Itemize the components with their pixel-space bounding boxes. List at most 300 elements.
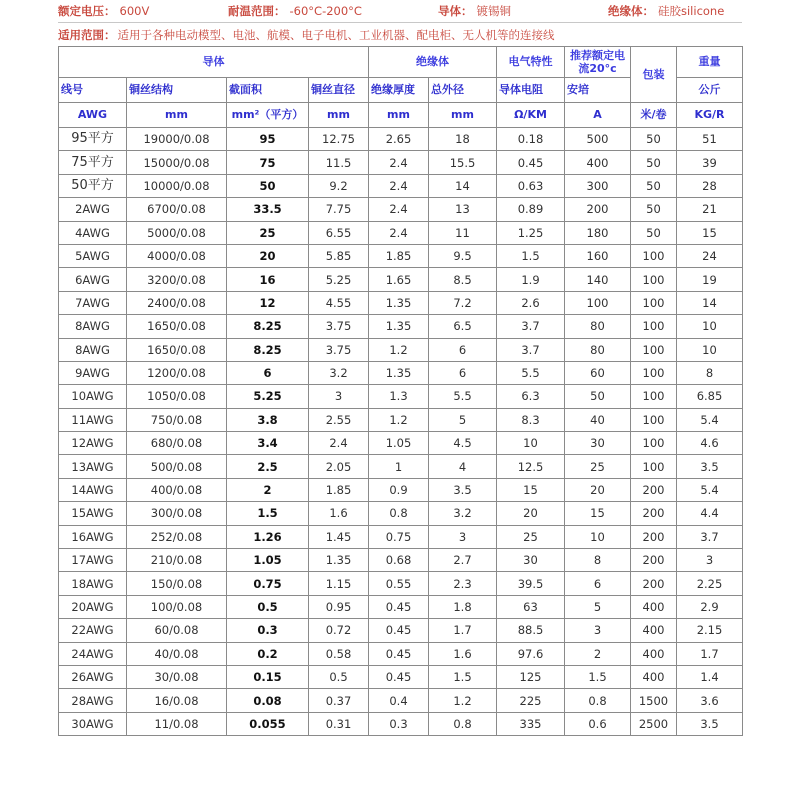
- cell-cross-section: 0.2: [227, 642, 309, 665]
- cell-strand-structure: 19000/0.08: [127, 128, 227, 151]
- cell-gauge: 50平方: [59, 174, 127, 197]
- cell-resistance: 125: [497, 665, 565, 688]
- cell-packing: 200: [631, 525, 677, 548]
- cell-ampere: 160: [565, 244, 631, 267]
- cell-outer-diameter: 4.5: [429, 432, 497, 455]
- cell-gauge: 8AWG: [59, 315, 127, 338]
- wire-spec-table: [58, 46, 743, 736]
- cell-ampere: 40: [565, 408, 631, 431]
- cell-packing: 2500: [631, 712, 677, 735]
- application-scope: [58, 22, 742, 47]
- current-group-header: 推荐额定电流20°c: [565, 47, 631, 78]
- cell-gauge: 5AWG: [59, 244, 127, 267]
- cell-weight: 10: [677, 338, 743, 361]
- cell-gauge: 14AWG: [59, 478, 127, 501]
- table-row: [59, 221, 743, 244]
- col-ampere: 安培: [565, 78, 631, 103]
- cell-ampere: 5: [565, 595, 631, 618]
- cell-cross-section: 1.05: [227, 549, 309, 572]
- cell-resistance: 3.7: [497, 338, 565, 361]
- cell-outer-diameter: 14: [429, 174, 497, 197]
- table-row: [59, 712, 743, 735]
- table-row: [59, 151, 743, 174]
- table-row: [59, 432, 743, 455]
- cell-packing: 100: [631, 432, 677, 455]
- unit-weight: KG/R: [677, 103, 743, 128]
- cell-insulation-thickness: 0.4: [369, 689, 429, 712]
- col-gauge: 线号: [59, 78, 127, 103]
- cell-weight: 2.25: [677, 572, 743, 595]
- cell-gauge: 13AWG: [59, 455, 127, 478]
- cell-packing: 1500: [631, 689, 677, 712]
- cell-strand-diameter: 3.2: [309, 361, 369, 384]
- table-row: [59, 291, 743, 314]
- temperature-range-label: 耐温范围：: [228, 4, 286, 18]
- cell-weight: 1.7: [677, 642, 743, 665]
- cell-weight: 3: [677, 549, 743, 572]
- cell-packing: 100: [631, 291, 677, 314]
- cell-cross-section: 1.26: [227, 525, 309, 548]
- cell-weight: 21: [677, 198, 743, 221]
- cell-cross-section: 95: [227, 128, 309, 151]
- table-row: [59, 525, 743, 548]
- cell-strand-diameter: 0.5: [309, 665, 369, 688]
- cell-weight: 6.85: [677, 385, 743, 408]
- cell-packing: 50: [631, 151, 677, 174]
- cell-cross-section: 5.25: [227, 385, 309, 408]
- cell-cross-section: 8.25: [227, 338, 309, 361]
- cell-ampere: 80: [565, 315, 631, 338]
- cell-cross-section: 0.15: [227, 665, 309, 688]
- cell-ampere: 200: [565, 198, 631, 221]
- table-row: [59, 665, 743, 688]
- cell-ampere: 10: [565, 525, 631, 548]
- cell-resistance: 63: [497, 595, 565, 618]
- cell-strand-structure: 150/0.08: [127, 572, 227, 595]
- cell-gauge: 15AWG: [59, 502, 127, 525]
- cell-resistance: 1.9: [497, 268, 565, 291]
- cell-cross-section: 75: [227, 151, 309, 174]
- cell-strand-diameter: 1.85: [309, 478, 369, 501]
- cell-insulation-thickness: 0.75: [369, 525, 429, 548]
- cell-insulation-thickness: 0.45: [369, 619, 429, 642]
- cell-insulation-thickness: 0.9: [369, 478, 429, 501]
- cell-strand-diameter: 2.05: [309, 455, 369, 478]
- cell-gauge: 18AWG: [59, 572, 127, 595]
- cell-ampere: 3: [565, 619, 631, 642]
- col-strand-structure: 铜丝结构: [127, 78, 227, 103]
- cell-resistance: 12.5: [497, 455, 565, 478]
- unit-ampere: A: [565, 103, 631, 128]
- cell-resistance: 88.5: [497, 619, 565, 642]
- col-outer-diameter: 总外径: [429, 78, 497, 103]
- cell-outer-diameter: 7.2: [429, 291, 497, 314]
- cell-strand-diameter: 4.55: [309, 291, 369, 314]
- rated-voltage: [58, 3, 228, 19]
- cell-packing: 400: [631, 642, 677, 665]
- insulator-material: [608, 3, 724, 19]
- cell-cross-section: 16: [227, 268, 309, 291]
- cell-gauge: 75平方: [59, 151, 127, 174]
- cell-ampere: 60: [565, 361, 631, 384]
- cell-cross-section: 1.5: [227, 502, 309, 525]
- cell-ampere: 180: [565, 221, 631, 244]
- cell-weight: 3.5: [677, 712, 743, 735]
- cell-resistance: 10: [497, 432, 565, 455]
- cell-strand-diameter: 3.75: [309, 315, 369, 338]
- spec-header-line: [58, 0, 742, 22]
- cell-resistance: 25: [497, 525, 565, 548]
- unit-insulation-thickness: mm: [369, 103, 429, 128]
- cell-gauge: 24AWG: [59, 642, 127, 665]
- cell-packing: 50: [631, 198, 677, 221]
- cell-insulation-thickness: 1.3: [369, 385, 429, 408]
- conductor-material: [438, 3, 608, 19]
- table-row: [59, 385, 743, 408]
- cell-cross-section: 0.75: [227, 572, 309, 595]
- cell-insulation-thickness: 0.8: [369, 502, 429, 525]
- cell-cross-section: 8.25: [227, 315, 309, 338]
- cell-ampere: 500: [565, 128, 631, 151]
- cell-strand-structure: 2400/0.08: [127, 291, 227, 314]
- insulation-group-header: 绝缘体: [369, 47, 497, 78]
- col-insulation-thickness: 绝缘厚度: [369, 78, 429, 103]
- cell-insulation-thickness: 1.35: [369, 361, 429, 384]
- cell-strand-structure: 100/0.08: [127, 595, 227, 618]
- cell-insulation-thickness: 0.3: [369, 712, 429, 735]
- cell-outer-diameter: 0.8: [429, 712, 497, 735]
- cell-strand-diameter: 1.6: [309, 502, 369, 525]
- cell-strand-structure: 400/0.08: [127, 478, 227, 501]
- cell-packing: 200: [631, 572, 677, 595]
- table-row: [59, 689, 743, 712]
- table-row: [59, 549, 743, 572]
- cell-outer-diameter: 2.3: [429, 572, 497, 595]
- cell-strand-diameter: 9.2: [309, 174, 369, 197]
- cell-weight: 3.6: [677, 689, 743, 712]
- cell-weight: 24: [677, 244, 743, 267]
- cell-strand-diameter: 0.58: [309, 642, 369, 665]
- table-row: [59, 315, 743, 338]
- cell-weight: 39: [677, 151, 743, 174]
- table-row: [59, 572, 743, 595]
- cell-insulation-thickness: 1.35: [369, 315, 429, 338]
- unit-resistance: Ω/KM: [497, 103, 565, 128]
- cell-strand-structure: 6700/0.08: [127, 198, 227, 221]
- scope-text: 适用于各种电动模型、电池、航模、电子电机、工业机器、配电柜、无人机等的连接线: [117, 28, 555, 42]
- cell-weight: 3.5: [677, 455, 743, 478]
- cell-resistance: 2.6: [497, 291, 565, 314]
- cell-outer-diameter: 11: [429, 221, 497, 244]
- cell-outer-diameter: 1.7: [429, 619, 497, 642]
- cell-ampere: 140: [565, 268, 631, 291]
- cell-cross-section: 2.5: [227, 455, 309, 478]
- cell-strand-diameter: 2.4: [309, 432, 369, 455]
- cell-outer-diameter: 3.5: [429, 478, 497, 501]
- cell-strand-diameter: 6.55: [309, 221, 369, 244]
- insulator-value: 硅胶silicone: [658, 4, 725, 18]
- cell-gauge: 8AWG: [59, 338, 127, 361]
- cell-packing: 50: [631, 128, 677, 151]
- cell-insulation-thickness: 1.35: [369, 291, 429, 314]
- cell-weight: 19: [677, 268, 743, 291]
- cell-resistance: 225: [497, 689, 565, 712]
- cell-outer-diameter: 18: [429, 128, 497, 151]
- cell-strand-structure: 4000/0.08: [127, 244, 227, 267]
- cell-ampere: 100: [565, 291, 631, 314]
- cell-weight: 14: [677, 291, 743, 314]
- cell-cross-section: 0.3: [227, 619, 309, 642]
- cell-strand-structure: 1650/0.08: [127, 315, 227, 338]
- cell-weight: 28: [677, 174, 743, 197]
- cell-ampere: 400: [565, 151, 631, 174]
- cell-outer-diameter: 1.2: [429, 689, 497, 712]
- cell-gauge: 10AWG: [59, 385, 127, 408]
- cell-resistance: 0.63: [497, 174, 565, 197]
- table-row: [59, 478, 743, 501]
- cell-insulation-thickness: 0.45: [369, 595, 429, 618]
- cell-gauge: 28AWG: [59, 689, 127, 712]
- cell-weight: 4.4: [677, 502, 743, 525]
- cell-strand-structure: 30/0.08: [127, 665, 227, 688]
- col-resistance: 导体电阻: [497, 78, 565, 103]
- unit-strand-diameter: mm: [309, 103, 369, 128]
- cell-ampere: 80: [565, 338, 631, 361]
- table-row: [59, 408, 743, 431]
- cell-packing: 100: [631, 315, 677, 338]
- temperature-range-value: -60°C-200°C: [289, 4, 362, 18]
- col-strand-diameter: 铜丝直径: [309, 78, 369, 103]
- cell-insulation-thickness: 1.2: [369, 408, 429, 431]
- insulator-label: 绝缘体：: [608, 4, 654, 18]
- cell-packing: 100: [631, 338, 677, 361]
- cell-resistance: 0.89: [497, 198, 565, 221]
- cell-strand-structure: 680/0.08: [127, 432, 227, 455]
- cell-strand-structure: 60/0.08: [127, 619, 227, 642]
- scope-label: 适用范围：: [58, 28, 116, 42]
- cell-insulation-thickness: 2.4: [369, 151, 429, 174]
- cell-gauge: 26AWG: [59, 665, 127, 688]
- col-cross-section: 截面积: [227, 78, 309, 103]
- cell-ampere: 1.5: [565, 665, 631, 688]
- cell-ampere: 8: [565, 549, 631, 572]
- cell-strand-structure: 10000/0.08: [127, 174, 227, 197]
- cell-packing: 400: [631, 595, 677, 618]
- electrical-group-header: 电气特性: [497, 47, 565, 78]
- temperature-range: [228, 3, 438, 19]
- cell-cross-section: 25: [227, 221, 309, 244]
- weight-group-header: 重量: [677, 47, 743, 78]
- rated-voltage-label: 额定电压：: [58, 4, 116, 18]
- cell-resistance: 6.3: [497, 385, 565, 408]
- cell-insulation-thickness: 2.4: [369, 198, 429, 221]
- cell-gauge: 22AWG: [59, 619, 127, 642]
- cell-resistance: 8.3: [497, 408, 565, 431]
- cell-cross-section: 6: [227, 361, 309, 384]
- cell-weight: 4.6: [677, 432, 743, 455]
- cell-strand-structure: 210/0.08: [127, 549, 227, 572]
- cell-strand-structure: 500/0.08: [127, 455, 227, 478]
- cell-outer-diameter: 3.2: [429, 502, 497, 525]
- cell-strand-structure: 5000/0.08: [127, 221, 227, 244]
- cell-cross-section: 0.055: [227, 712, 309, 735]
- cell-strand-structure: 750/0.08: [127, 408, 227, 431]
- cell-cross-section: 20: [227, 244, 309, 267]
- cell-strand-structure: 40/0.08: [127, 642, 227, 665]
- cell-insulation-thickness: 0.68: [369, 549, 429, 572]
- cell-strand-diameter: 7.75: [309, 198, 369, 221]
- unit-strand-structure: mm: [127, 103, 227, 128]
- cell-insulation-thickness: 1.2: [369, 338, 429, 361]
- cell-strand-diameter: 0.31: [309, 712, 369, 735]
- cell-cross-section: 50: [227, 174, 309, 197]
- cell-strand-structure: 11/0.08: [127, 712, 227, 735]
- table-body: [59, 128, 743, 736]
- cell-strand-diameter: 2.55: [309, 408, 369, 431]
- cell-insulation-thickness: 2.4: [369, 221, 429, 244]
- cell-cross-section: 0.08: [227, 689, 309, 712]
- cell-gauge: 12AWG: [59, 432, 127, 455]
- col-weight: 公斤: [677, 78, 743, 103]
- cell-outer-diameter: 4: [429, 455, 497, 478]
- cell-resistance: 30: [497, 549, 565, 572]
- table-row: [59, 455, 743, 478]
- cell-gauge: 30AWG: [59, 712, 127, 735]
- cell-packing: 100: [631, 385, 677, 408]
- cell-packing: 50: [631, 174, 677, 197]
- cell-insulation-thickness: 1: [369, 455, 429, 478]
- cell-weight: 2.15: [677, 619, 743, 642]
- table-row: [59, 361, 743, 384]
- cell-resistance: 0.18: [497, 128, 565, 151]
- cell-gauge: 16AWG: [59, 525, 127, 548]
- rated-voltage-value: 600V: [119, 4, 150, 18]
- cell-packing: 400: [631, 665, 677, 688]
- cell-strand-diameter: 1.15: [309, 572, 369, 595]
- cell-cross-section: 33.5: [227, 198, 309, 221]
- table-row: [59, 338, 743, 361]
- cell-weight: 5.4: [677, 408, 743, 431]
- cell-weight: 3.7: [677, 525, 743, 548]
- cell-strand-diameter: 1.45: [309, 525, 369, 548]
- cell-outer-diameter: 5: [429, 408, 497, 431]
- table-row: [59, 174, 743, 197]
- cell-weight: 10: [677, 315, 743, 338]
- cell-strand-diameter: 3.75: [309, 338, 369, 361]
- cell-strand-diameter: 3: [309, 385, 369, 408]
- cell-gauge: 17AWG: [59, 549, 127, 572]
- cell-ampere: 30: [565, 432, 631, 455]
- cell-weight: 5.4: [677, 478, 743, 501]
- cell-outer-diameter: 1.6: [429, 642, 497, 665]
- cell-insulation-thickness: 0.45: [369, 642, 429, 665]
- cell-strand-diameter: 5.25: [309, 268, 369, 291]
- cell-outer-diameter: 13: [429, 198, 497, 221]
- cell-strand-diameter: 11.5: [309, 151, 369, 174]
- cell-outer-diameter: 1.5: [429, 665, 497, 688]
- cell-strand-diameter: 0.72: [309, 619, 369, 642]
- cell-outer-diameter: 6.5: [429, 315, 497, 338]
- cell-gauge: 6AWG: [59, 268, 127, 291]
- conductor-label: 导体：: [438, 4, 473, 18]
- cell-resistance: 15: [497, 478, 565, 501]
- cell-packing: 100: [631, 361, 677, 384]
- cell-ampere: 15: [565, 502, 631, 525]
- cell-outer-diameter: 8.5: [429, 268, 497, 291]
- cell-resistance: 39.5: [497, 572, 565, 595]
- table-row: [59, 502, 743, 525]
- packing-group-header: 包装: [631, 47, 677, 103]
- cell-resistance: 20: [497, 502, 565, 525]
- group-header-row: [59, 47, 743, 78]
- cell-packing: 100: [631, 455, 677, 478]
- cell-ampere: 0.6: [565, 712, 631, 735]
- cell-outer-diameter: 6: [429, 361, 497, 384]
- cell-resistance: 97.6: [497, 642, 565, 665]
- cell-strand-structure: 1650/0.08: [127, 338, 227, 361]
- cell-ampere: 20: [565, 478, 631, 501]
- conductor-value: 镀锡铜: [476, 4, 511, 18]
- cell-outer-diameter: 3: [429, 525, 497, 548]
- cell-resistance: 1.25: [497, 221, 565, 244]
- cell-packing: 50: [631, 221, 677, 244]
- unit-packing: 米/卷: [631, 103, 677, 128]
- cell-resistance: 0.45: [497, 151, 565, 174]
- cell-packing: 100: [631, 268, 677, 291]
- cell-strand-diameter: 5.85: [309, 244, 369, 267]
- cell-strand-structure: 16/0.08: [127, 689, 227, 712]
- table-row: [59, 642, 743, 665]
- cell-strand-structure: 15000/0.08: [127, 151, 227, 174]
- cell-gauge: 9AWG: [59, 361, 127, 384]
- table-row: [59, 198, 743, 221]
- cell-packing: 200: [631, 478, 677, 501]
- unit-outer-diameter: mm: [429, 103, 497, 128]
- cell-strand-structure: 3200/0.08: [127, 268, 227, 291]
- cell-gauge: 20AWG: [59, 595, 127, 618]
- cell-weight: 8: [677, 361, 743, 384]
- cell-ampere: 50: [565, 385, 631, 408]
- cell-packing: 400: [631, 619, 677, 642]
- cell-cross-section: 0.5: [227, 595, 309, 618]
- cell-packing: 200: [631, 502, 677, 525]
- unit-gauge: AWG: [59, 103, 127, 128]
- cell-ampere: 300: [565, 174, 631, 197]
- cell-strand-diameter: 12.75: [309, 128, 369, 151]
- cell-insulation-thickness: 0.45: [369, 665, 429, 688]
- unit-cross-section: mm²（平方）: [227, 103, 309, 128]
- cell-insulation-thickness: 1.65: [369, 268, 429, 291]
- cell-outer-diameter: 15.5: [429, 151, 497, 174]
- cell-strand-diameter: 1.35: [309, 549, 369, 572]
- cell-packing: 100: [631, 408, 677, 431]
- cell-strand-structure: 1050/0.08: [127, 385, 227, 408]
- cell-outer-diameter: 2.7: [429, 549, 497, 572]
- cell-gauge: 11AWG: [59, 408, 127, 431]
- cell-cross-section: 12: [227, 291, 309, 314]
- table-row: [59, 595, 743, 618]
- cell-ampere: 2: [565, 642, 631, 665]
- cell-resistance: 5.5: [497, 361, 565, 384]
- cell-gauge: 2AWG: [59, 198, 127, 221]
- table-row: [59, 244, 743, 267]
- cell-packing: 100: [631, 244, 677, 267]
- cell-insulation-thickness: 0.55: [369, 572, 429, 595]
- cell-gauge: 4AWG: [59, 221, 127, 244]
- cell-gauge: 7AWG: [59, 291, 127, 314]
- cell-resistance: 3.7: [497, 315, 565, 338]
- cell-weight: 51: [677, 128, 743, 151]
